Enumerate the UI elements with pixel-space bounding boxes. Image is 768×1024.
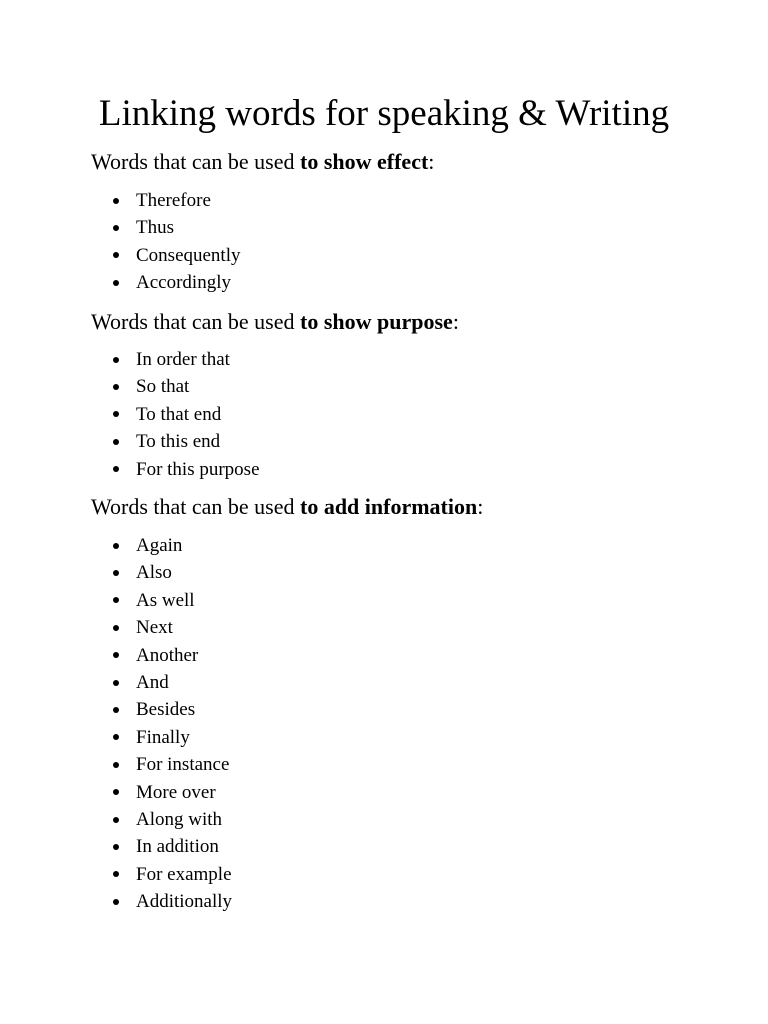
bullet-icon — [113, 384, 119, 390]
list-item-text: Besides — [136, 699, 196, 721]
list-item — [91, 806, 232, 833]
section-heading-suffix: : — [452, 309, 459, 334]
list-item-text: In addition — [136, 836, 219, 858]
list-item-text: For instance — [136, 754, 230, 776]
purpose-word-list — [91, 346, 260, 483]
bullet-icon — [113, 570, 119, 576]
list-item-text: As well — [136, 589, 195, 611]
list-item — [91, 751, 232, 778]
bullet-icon — [113, 871, 119, 877]
list-item-text: Finally — [136, 726, 190, 748]
list-item — [91, 888, 232, 915]
section-heading-add-information — [91, 494, 483, 520]
bullet-icon — [113, 817, 119, 823]
list-item — [91, 346, 260, 373]
section-heading-purpose — [91, 309, 459, 335]
list-item-text: Thus — [136, 217, 174, 239]
bullet-icon — [113, 597, 119, 603]
section-heading-prefix: Words that can be used — [91, 149, 300, 174]
list-item-text: Therefore — [136, 190, 211, 211]
section-heading-emphasis: to show effect — [300, 149, 429, 174]
list-item — [91, 614, 232, 641]
list-item — [91, 833, 232, 860]
list-item — [91, 401, 260, 428]
list-item-text: Again — [136, 535, 183, 556]
add-information-word-list — [91, 532, 232, 915]
bullet-icon — [113, 734, 119, 740]
list-item — [91, 187, 241, 214]
bullet-icon — [113, 466, 119, 472]
list-item — [91, 587, 232, 614]
bullet-icon — [113, 411, 119, 417]
section-heading-emphasis: to add information — [300, 494, 478, 519]
list-item-text: Next — [136, 617, 173, 639]
bullet-icon — [113, 707, 119, 713]
list-item-text: For this purpose — [136, 458, 260, 480]
section-heading-suffix: : — [477, 494, 484, 519]
list-item-text: To that end — [136, 403, 222, 425]
list-item-text: Consequently — [136, 244, 241, 266]
list-item — [91, 779, 232, 806]
section-heading-suffix: : — [428, 149, 435, 174]
list-item-text: Another — [136, 644, 199, 666]
bullet-icon — [113, 652, 119, 658]
bullet-icon — [113, 198, 119, 204]
bullet-icon — [113, 439, 119, 445]
bullet-icon — [113, 225, 119, 231]
bullet-icon — [113, 625, 119, 631]
list-item-text: Accordingly — [136, 272, 231, 294]
list-item-text: So that — [136, 376, 190, 398]
bullet-icon — [113, 762, 119, 768]
list-item-text: To this end — [136, 431, 221, 453]
list-item-text: And — [136, 671, 169, 693]
bullet-icon — [113, 789, 119, 795]
list-item — [91, 428, 260, 455]
section-heading-prefix: Words that can be used — [91, 494, 300, 519]
list-item — [91, 669, 232, 696]
bullet-icon — [113, 543, 119, 549]
list-item — [91, 242, 241, 269]
bullet-icon — [113, 844, 119, 850]
document-title: Linking words for speaking & Writing — [98, 93, 670, 134]
list-item-text: Also — [136, 562, 172, 584]
list-item — [91, 642, 232, 669]
list-item — [91, 214, 241, 241]
bullet-icon — [113, 252, 119, 258]
list-item-text: Additionally — [136, 891, 233, 913]
list-item — [91, 269, 241, 296]
bullet-icon — [113, 357, 119, 363]
effect-word-list — [91, 187, 241, 297]
list-item — [91, 559, 232, 586]
list-item-text: In order that — [136, 349, 230, 370]
list-item — [91, 532, 232, 559]
section-heading-emphasis: to show purpose — [300, 309, 453, 334]
list-item-text: For example — [136, 863, 232, 885]
bullet-icon — [113, 899, 119, 905]
list-item — [91, 373, 260, 400]
section-heading-prefix: Words that can be used — [91, 309, 300, 334]
section-heading-effect — [91, 149, 434, 175]
list-item — [91, 696, 232, 723]
list-item — [91, 456, 260, 483]
list-item-text: Along with — [136, 808, 223, 830]
bullet-icon — [113, 280, 119, 286]
bullet-icon — [113, 680, 119, 686]
list-item — [91, 724, 232, 751]
list-item — [91, 861, 232, 888]
list-item-text: More over — [136, 781, 216, 803]
